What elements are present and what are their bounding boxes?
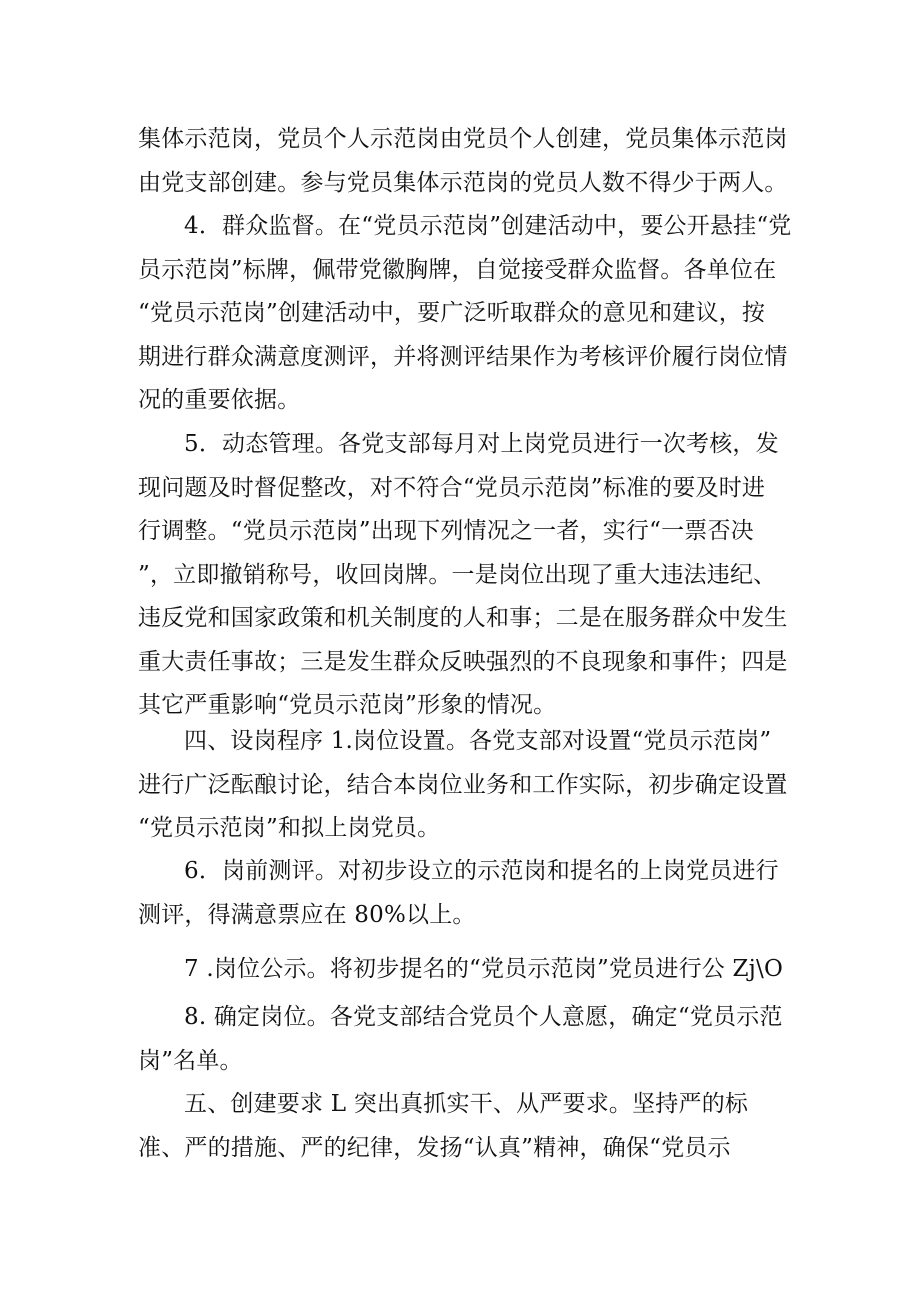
paragraph-pre-evaluation xyxy=(138,850,798,937)
text-line: 行调整。“党员示范岗”出现下列情况之一者，实行“一票否决 xyxy=(138,518,754,544)
text-line: ”，立即撤销称号，收回岗牌。一是岗位出现了重大违法违纪、 xyxy=(138,561,777,588)
text-line: 重大责任事故；三是发生群众反映强烈的不良现象和事件；四是 xyxy=(138,648,788,675)
text-line: “党员示范岗”和拟上岗党员。 xyxy=(138,815,441,841)
text-line: 现问题及时督促整改，对不符合“党员示范岗”标准的要及时进 xyxy=(138,474,766,501)
text-line: 岗”名单。 xyxy=(138,1047,243,1074)
text-line: 8. 确定岗位。各党支部结合党员个人意愿，确定“党员示范 xyxy=(184,1004,783,1030)
text-line: 五、创建要求 L 突出真抓实干、从严要求。坚持严的标 xyxy=(184,1091,749,1117)
paragraph-post-publicity xyxy=(138,948,798,992)
text-line: 四、设岗程序 1.岗位设置。各党支部对设置“党员示范岗” xyxy=(184,728,772,754)
text-line: 期进行群众满意度测评，并将测评结果作为考核评价履行岗位情 xyxy=(138,343,788,370)
text-line: 准、严的措施、严的纪律，发扬“认真”精神，确保“党员示 xyxy=(138,1134,731,1161)
paragraph-mass-supervision xyxy=(138,205,798,423)
text-line: 进行广泛酝酿讨论，结合本岗位业务和工作实际，初步确定设置 xyxy=(138,771,788,798)
text-line: 集体示范岗，党员个人示范岗由党员个人创建，党员集体示范岗 xyxy=(138,126,788,152)
text-line: 6．岗前测评。对初步设立的示范岗和提名的上岗党员进行 xyxy=(184,858,779,884)
text-line: 4．群众监督。在“党员示范岗”创建活动中，要公开悬挂“党 xyxy=(184,213,792,239)
text-line: 由党支部创建。参与党员集体示范岗的党员人数不得少于两人。 xyxy=(138,169,788,196)
paragraph-collective-intro xyxy=(138,118,798,205)
paragraph-dynamic-management xyxy=(138,423,798,728)
text-line: 况的重要依据。 xyxy=(138,387,301,413)
text-line: 违反党和国家政策和机关制度的人和事；二是在服务群众中发生 xyxy=(138,605,788,631)
paragraph-post-procedure xyxy=(138,720,798,851)
text-line: 7 .岗位公示。将初步提名的“党员示范岗”党员进行公 Zj\O xyxy=(184,956,784,982)
text-line: 员示范岗”标牌，佩带党徽胸牌，自觉接受群众监督。各单位在 xyxy=(138,256,777,283)
text-line: 其它严重影响“党员示范岗”形象的情况。 xyxy=(138,692,557,718)
text-line: 测评，得满意票应在 80%以上。 xyxy=(138,901,476,928)
paragraph-confirm-post xyxy=(138,996,798,1083)
text-line: “党员示范岗”创建活动中，要广泛听取群众的意见和建议，按 xyxy=(138,300,766,326)
paragraph-creation-requirements xyxy=(138,1083,798,1170)
text-line: 5．动态管理。各党支部每月对上岗党员进行一次考核，发 xyxy=(184,431,779,457)
